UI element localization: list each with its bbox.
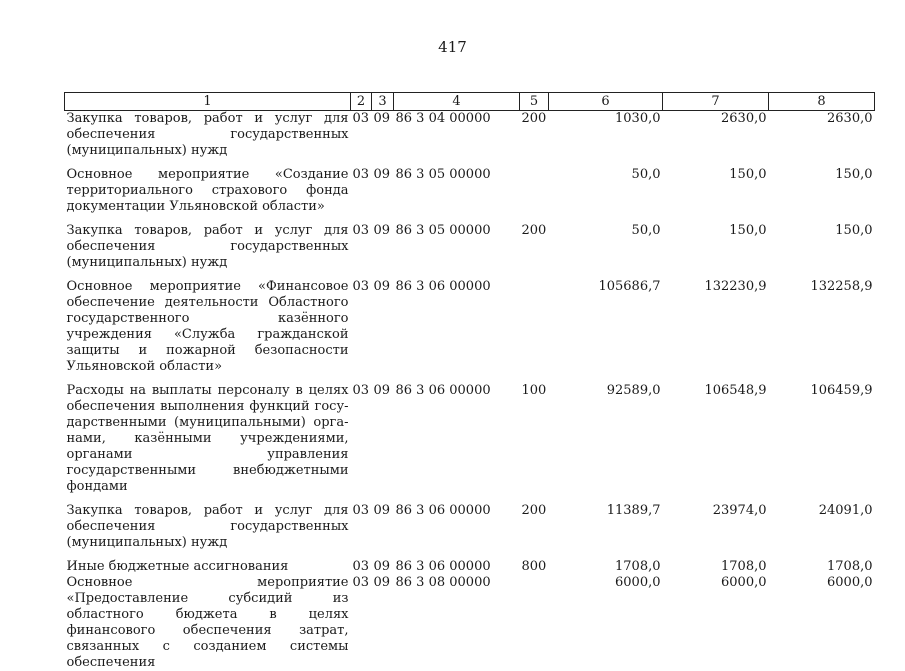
amount-col7: 150,0 <box>729 223 767 238</box>
amount-col8: 132258,9 <box>810 279 873 294</box>
amount-col6: 50,0 <box>631 223 661 238</box>
section-code: 03 <box>352 383 370 398</box>
expense-name: Основное мероприятие «Предоставление субсидий из областного бюджета в целях финансового обеспечения затрат, связанных с созданием системы обеспечения <box>66 575 349 670</box>
expense-name: Закупка товаров, работ и услуг для обеспечения государственных (муниципальных) нужд <box>66 503 349 550</box>
subsection-code: 09 <box>373 575 391 590</box>
amount-col8: 6000,0 <box>827 575 873 590</box>
column-header: 8 <box>769 93 875 111</box>
table-row <box>65 279 875 383</box>
subsection-code: 09 <box>373 279 391 294</box>
table-row <box>65 503 875 559</box>
amount-col7: 1708,0 <box>721 559 767 574</box>
target-article-code: 86 3 06 00000 <box>395 279 491 294</box>
amount-col6: 105686,7 <box>598 279 661 294</box>
amount-col7: 2630,0 <box>721 111 767 126</box>
expense-name: Закупка товаров, работ и услуг для обеспечения государственных (муниципальных) нужд <box>66 223 349 270</box>
column-header: 6 <box>549 93 663 111</box>
section-code: 03 <box>352 575 370 590</box>
column-header: 1 <box>65 93 351 111</box>
expense-type-code: 100 <box>521 383 547 398</box>
target-article-code: 86 3 06 00000 <box>395 503 491 518</box>
subsection-code: 09 <box>373 111 391 126</box>
expense-type-code <box>520 279 549 383</box>
expense-name: Закупка товаров, работ и услуг для обеспечения государственных (муниципальных) нужд <box>66 111 349 158</box>
column-header: 5 <box>520 93 549 111</box>
section-code: 03 <box>352 559 370 574</box>
subsection-code: 09 <box>373 503 391 518</box>
table-row <box>65 223 875 279</box>
column-header: 2 <box>351 93 372 111</box>
amount-col6: 92589,0 <box>606 383 661 398</box>
amount-col6: 1708,0 <box>615 559 661 574</box>
amount-col7: 132230,9 <box>704 279 767 294</box>
table-row <box>65 383 875 503</box>
table-row <box>65 559 875 575</box>
column-number-header-row <box>65 93 875 111</box>
target-article-code: 86 3 04 00000 <box>395 111 491 126</box>
section-code: 03 <box>352 503 370 518</box>
amount-col8: 2630,0 <box>827 111 873 126</box>
expense-type-code <box>520 575 549 671</box>
expense-name: Иные бюджетные ассигнования <box>66 559 289 574</box>
expense-type-code: 200 <box>521 111 547 126</box>
amount-col8: 150,0 <box>835 223 873 238</box>
section-code: 03 <box>352 223 370 238</box>
amount-col8: 24091,0 <box>818 503 873 518</box>
target-article-code: 86 3 05 00000 <box>395 167 491 182</box>
target-article-code: 86 3 06 00000 <box>395 383 491 398</box>
expense-type-code: 800 <box>521 559 547 574</box>
table-row <box>65 167 875 223</box>
amount-col7: 106548,9 <box>704 383 767 398</box>
expense-name: Расходы на выплаты персоналу в целях обеспечения выполнения функций государственными (муниципальными) органами, казёнными учреждениями, органами управления государственными внебюджетными фондами <box>66 383 349 494</box>
amount-col6: 6000,0 <box>615 575 661 590</box>
budget-table <box>64 92 875 671</box>
column-header: 7 <box>663 93 769 111</box>
target-article-code: 86 3 08 00000 <box>395 575 491 590</box>
section-code: 03 <box>352 279 370 294</box>
subsection-code: 09 <box>373 383 391 398</box>
amount-col8: 106459,9 <box>810 383 873 398</box>
expense-type-code <box>520 167 549 223</box>
target-article-code: 86 3 05 00000 <box>395 223 491 238</box>
column-header: 4 <box>394 93 520 111</box>
amount-col7: 23974,0 <box>712 503 767 518</box>
expense-name: Основное мероприятие «Финансовое обеспечение деятельности Областного государственного казённого учреждения «Служба гражданской защиты и пожарной безопасности Ульяновской области» <box>66 279 349 374</box>
amount-col6: 50,0 <box>631 167 661 182</box>
subsection-code: 09 <box>373 223 391 238</box>
amount-col8: 1708,0 <box>827 559 873 574</box>
subsection-code: 09 <box>373 167 391 182</box>
section-code: 03 <box>352 167 370 182</box>
section-code: 03 <box>352 111 370 126</box>
amount-col6: 1030,0 <box>615 111 661 126</box>
expense-name: Основное мероприятие «Создание территориального страхового фонда документации Ульяновской области» <box>66 167 349 214</box>
amount-col7: 6000,0 <box>721 575 767 590</box>
amount-col8: 150,0 <box>835 167 873 182</box>
page-number: 417 <box>438 38 467 56</box>
subsection-code: 09 <box>373 559 391 574</box>
table-row <box>65 111 875 168</box>
amount-col7: 150,0 <box>729 167 767 182</box>
table-row <box>65 575 875 671</box>
target-article-code: 86 3 06 00000 <box>395 559 491 574</box>
column-header: 3 <box>372 93 394 111</box>
amount-col6: 11389,7 <box>606 503 661 518</box>
expense-type-code: 200 <box>521 223 547 238</box>
expense-type-code: 200 <box>521 503 547 518</box>
